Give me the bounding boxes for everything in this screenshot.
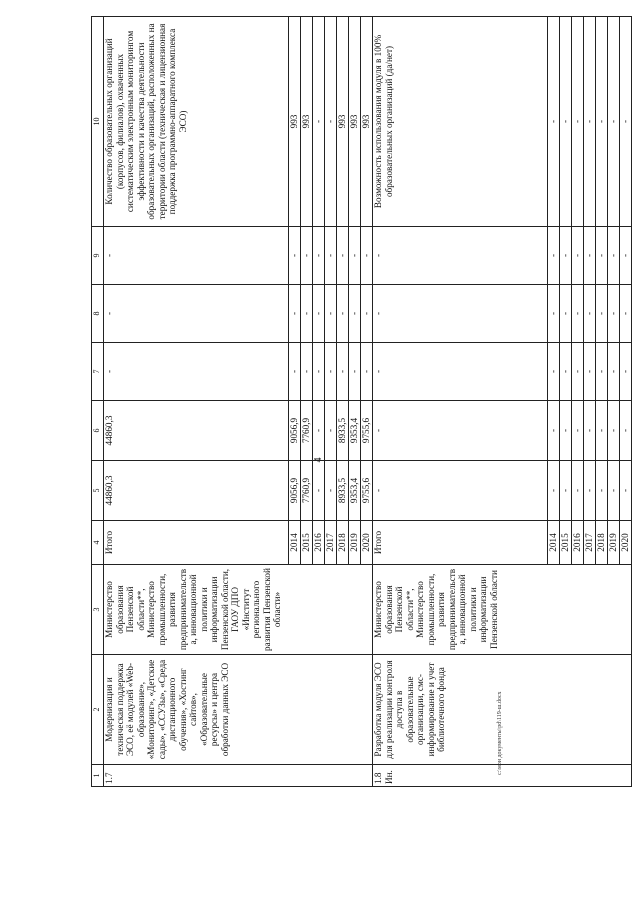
total-value-c8: - <box>373 285 548 343</box>
year-value-c7: - <box>620 343 632 401</box>
year-value-c6: 9056,9 <box>289 401 301 461</box>
year-value-c10: - <box>548 17 560 227</box>
year-value-c8: - <box>337 285 349 343</box>
year-value-c9: - <box>313 227 325 285</box>
column-number: 9 <box>92 227 104 285</box>
year-value-c6: - <box>325 401 337 461</box>
year-value-c8: - <box>560 285 572 343</box>
year-value-c10: 993 <box>337 17 349 227</box>
total-value-c7: - <box>373 343 548 401</box>
year-value-c7: - <box>337 343 349 401</box>
column-number: 6 <box>92 401 104 461</box>
year-value-c9: - <box>560 227 572 285</box>
year-value-c6: - <box>608 401 620 461</box>
year-value-c5: - <box>548 461 560 521</box>
activity-id: 1.7 <box>104 765 373 787</box>
column-number: 2 <box>92 655 104 765</box>
program-activities-table <box>91 16 632 787</box>
year: 2019 <box>349 521 361 565</box>
year-value-c9: - <box>572 227 584 285</box>
indicator-name: Количество образовательных организаций (корпусов, филиалов), охваченных систематическим электронным мониторингом эффективности и качества деятельности образовательных организаций, расположенных на территории области (техническая и лицензионная поддержка программно-аппаратного комплекса ЭСО) <box>104 17 289 227</box>
year-value-c10: 993 <box>361 17 373 227</box>
year-value-c5: - <box>584 461 596 521</box>
year-value-c8: - <box>349 285 361 343</box>
year-value-c6: - <box>596 401 608 461</box>
year-value-c6: 8933,5 <box>337 401 349 461</box>
year-value-c7: - <box>349 343 361 401</box>
total-value-c7: - <box>104 343 289 401</box>
year: 2019 <box>608 521 620 565</box>
total-value-c6: 44860,3 <box>104 401 289 461</box>
column-number-row <box>92 17 104 787</box>
year-value-c6: 9755,6 <box>361 401 373 461</box>
year-value-c5: - <box>325 461 337 521</box>
year-value-c10: - <box>608 17 620 227</box>
year-value-c7: - <box>596 343 608 401</box>
year-value-c7: - <box>548 343 560 401</box>
year-value-c7: - <box>313 343 325 401</box>
year-value-c5: 9056,9 <box>289 461 301 521</box>
year-value-c9: - <box>301 227 313 285</box>
activity-executor: Министерство образования Пензенской области**, Министерство промышленности, развития предпринимательства, инновационной политики и информатизации Пензенской области, ГАОУ ДПО «Институт регионального развития Пензенской области» <box>104 565 373 655</box>
activity-total-row <box>373 17 548 787</box>
year-value-c5: - <box>596 461 608 521</box>
year-value-c8: - <box>620 285 632 343</box>
year-value-c9: - <box>584 227 596 285</box>
year-value-c6: - <box>560 401 572 461</box>
year: 2017 <box>325 521 337 565</box>
year-value-c6: - <box>620 401 632 461</box>
year-value-c9: - <box>620 227 632 285</box>
column-number: 4 <box>92 521 104 565</box>
year-value-c7: - <box>572 343 584 401</box>
year-value-c9: - <box>548 227 560 285</box>
year-value-c6: - <box>572 401 584 461</box>
activity-name: Модернизация и техническая поддержка ЭСО, её модулей «Web-образование», «Мониторинг», «Детские сады», «ССУЗы», «Среда дистанционного обучения», «Хостинг сайтов», «Образовательные ресурсы» и центра обработки данных ЭСО <box>104 655 373 765</box>
activity-name: Разработка модуля ЭСО для реализации контроля доступа в образовательные организации, смс-информирование и учет библиотечного фонда <box>373 655 632 765</box>
year-value-c9: - <box>596 227 608 285</box>
year: 2017 <box>584 521 596 565</box>
year-value-c10: - <box>596 17 608 227</box>
year: 2014 <box>548 521 560 565</box>
year-value-c8: - <box>596 285 608 343</box>
year-value-c10: - <box>620 17 632 227</box>
year-value-c9: - <box>289 227 301 285</box>
year-value-c8: - <box>289 285 301 343</box>
year-value-c5: - <box>620 461 632 521</box>
total-value-c6: - <box>373 401 548 461</box>
activity-id: 1.8 Ин. <box>373 765 632 787</box>
year-value-c5: - <box>560 461 572 521</box>
year-value-c5: 7760,9 <box>301 461 313 521</box>
year-value-c7: - <box>608 343 620 401</box>
year: 2016 <box>572 521 584 565</box>
column-number: 1 <box>92 765 104 787</box>
year-value-c10: - <box>325 17 337 227</box>
year-value-c10: - <box>560 17 572 227</box>
column-number: 3 <box>92 565 104 655</box>
year-value-c10: 993 <box>289 17 301 227</box>
year-value-c8: - <box>361 285 373 343</box>
year: 2020 <box>361 521 373 565</box>
year-value-c10: - <box>584 17 596 227</box>
year: 2015 <box>301 521 313 565</box>
document-sheet <box>91 17 630 787</box>
year-value-c8: - <box>301 285 313 343</box>
year-value-c5: - <box>608 461 620 521</box>
indicator-name: Возможность использования модуля в 100% образовательных организаций (да/нет) <box>373 17 548 227</box>
footer-file-path: c:\мои документы\pd\119-ш.docx <box>497 691 503 775</box>
year-value-c8: - <box>608 285 620 343</box>
year-value-c7: - <box>361 343 373 401</box>
year-value-c5: 8933,5 <box>337 461 349 521</box>
year-value-c8: - <box>325 285 337 343</box>
year-value-c9: - <box>349 227 361 285</box>
year-value-c6: - <box>584 401 596 461</box>
year-value-c5: - <box>572 461 584 521</box>
activity-executor: Министерство образования Пензенской области**, Министерство промышленности, развития предпринимательства, инновационной политики и информатизации Пензенской области <box>373 565 632 655</box>
total-value-c5: 44860,3 <box>104 461 289 521</box>
year-value-c10: 993 <box>301 17 313 227</box>
year: 2018 <box>596 521 608 565</box>
year-value-c10: - <box>572 17 584 227</box>
year-value-c8: - <box>584 285 596 343</box>
total-value-c9: - <box>104 227 289 285</box>
year-value-c7: - <box>289 343 301 401</box>
year-value-c5: - <box>313 461 325 521</box>
year-value-c7: - <box>325 343 337 401</box>
year-value-c10: - <box>313 17 325 227</box>
year-value-c6: 9353,4 <box>349 401 361 461</box>
column-number: 7 <box>92 343 104 401</box>
activity-total-row <box>104 17 289 787</box>
year-value-c6: - <box>313 401 325 461</box>
total-value-c5: - <box>373 461 548 521</box>
year-value-c9: - <box>361 227 373 285</box>
year-value-c8: - <box>548 285 560 343</box>
total-value-c8: - <box>104 285 289 343</box>
column-number: 10 <box>92 17 104 227</box>
page-number: 4 <box>313 457 324 463</box>
total-label: Итого <box>104 521 289 565</box>
year-value-c9: - <box>337 227 349 285</box>
year: 2015 <box>560 521 572 565</box>
year-value-c6: 7760,9 <box>301 401 313 461</box>
year: 2018 <box>337 521 349 565</box>
year: 2014 <box>289 521 301 565</box>
year-value-c9: - <box>325 227 337 285</box>
year-value-c8: - <box>313 285 325 343</box>
year-value-c6: - <box>548 401 560 461</box>
year-value-c5: 9755,6 <box>361 461 373 521</box>
year-value-c5: 9353,4 <box>349 461 361 521</box>
year-value-c10: 993 <box>349 17 361 227</box>
year-value-c7: - <box>584 343 596 401</box>
year-value-c7: - <box>301 343 313 401</box>
year: 2016 <box>313 521 325 565</box>
total-label: Итого <box>373 521 548 565</box>
column-number: 8 <box>92 285 104 343</box>
column-number: 5 <box>92 461 104 521</box>
year-value-c9: - <box>608 227 620 285</box>
year-value-c8: - <box>572 285 584 343</box>
year: 2020 <box>620 521 632 565</box>
year-value-c7: - <box>560 343 572 401</box>
total-value-c9: - <box>373 227 548 285</box>
